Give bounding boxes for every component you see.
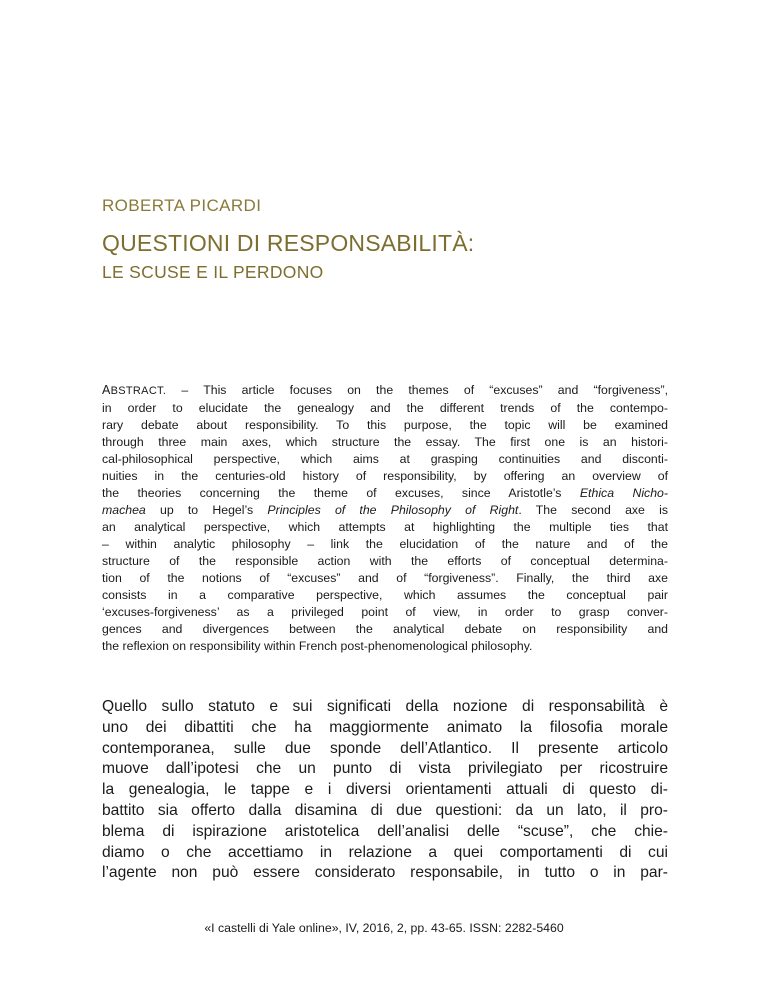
abstract-line: – within analytic philosophy – link the elucidation of the nature and of the (102, 537, 668, 551)
abstract-label-cap: A (102, 383, 111, 397)
abstract-line: gences and divergences between the analytical debate on responsibility and (102, 622, 668, 636)
abstract-line: structure of the responsible action with the efforts of conceptual determina- (102, 554, 668, 568)
abstract-line: nuities in the centuries-old history of responsibility, by offering an overview of (102, 469, 668, 483)
abstract-line: an analytical perspective, which attempts at highlighting the multiple ties that (102, 520, 668, 534)
journal-citation-footer: «I castelli di Yale online», IV, 2016, 2, pp. 43-65. ISSN: 2282-5460 (204, 921, 564, 935)
body-line: muove dall’ipotesi che un punto di vista privilegiato per ricostruire (102, 760, 668, 778)
abstract-text: the theories concerning the theme of excuses, since Aristotle’s (102, 486, 580, 500)
abstract-italic-title: Principles of the Philosophy of Right (267, 503, 519, 517)
abstract-line: tion of the notions of “excuses” and of “forgiveness”. Finally, the third axe (102, 571, 668, 585)
abstract (102, 382, 668, 655)
abstract-line: in order to elucidate the genealogy and the different trends of the contempo- (102, 401, 668, 415)
title-subtitle: LE SCUSE E IL PERDONO (102, 262, 324, 282)
title-main: QUESTIONI DI RESPONSABILITÀ: (102, 230, 475, 256)
abstract-line (102, 485, 668, 502)
body-line: blema di ispirazione aristotelica dell’analisi delle “scuse”, che chie- (102, 822, 668, 840)
abstract-line (102, 382, 668, 400)
body-line: Quello sullo statuto e sui significati della nozione di responsabilità è (102, 698, 668, 715)
abstract-line: the reflexion on responsibility within French post-phenomenological philosophy. (102, 639, 533, 653)
body-paragraph (102, 697, 668, 884)
article-title (102, 229, 702, 285)
abstract-line: rary debate about responsibility. To this purpose, the topic will be examined (102, 418, 668, 432)
abstract-text: . The second axe is (518, 503, 669, 517)
abstract-label-rest: BSTRACT. (110, 385, 167, 397)
abstract-line: cal-philosophical perspective, which aims at grasping continuities and disconti- (102, 452, 668, 466)
author-name: ROBERTA PICARDI (102, 196, 262, 215)
abstract-label (102, 385, 166, 397)
abstract-line: consists in a comparative perspective, which assumes the conceptual pair (102, 588, 668, 602)
body-line: diamo o che accettiamo in relazione a quei comportamenti di cui (102, 843, 668, 861)
body-line: contemporanea, sulle due sponde dell’Atlantico. Il presente articolo (102, 739, 668, 757)
abstract-line (102, 502, 668, 519)
body-line: uno dei dibattiti che ha maggiormente animato la filosofia morale (102, 718, 668, 736)
abstract-italic-title: Ethica Nicho- (579, 486, 668, 500)
abstract-line: ‘excuses-forgiveness’ as a privileged point of view, in order to grasp conver- (102, 605, 668, 619)
body-line: la genealogia, le tappe e i diversi orientamenti attuali di questo di- (102, 781, 668, 799)
body-line: battito sia offerto dalla disamina di due questioni: da un lato, il pro- (102, 801, 668, 819)
body-line: l’agente non può essere considerato responsabile, in tutto o in par- (102, 864, 668, 882)
abstract-text: – This article focuses on the themes of “excuses” and “forgiveness”, (166, 383, 668, 397)
abstract-text: up to Hegel’s (145, 503, 268, 517)
abstract-italic-fragment: machea (102, 503, 146, 517)
abstract-line: through three main axes, which structure the essay. The first one is an histori- (102, 435, 668, 449)
